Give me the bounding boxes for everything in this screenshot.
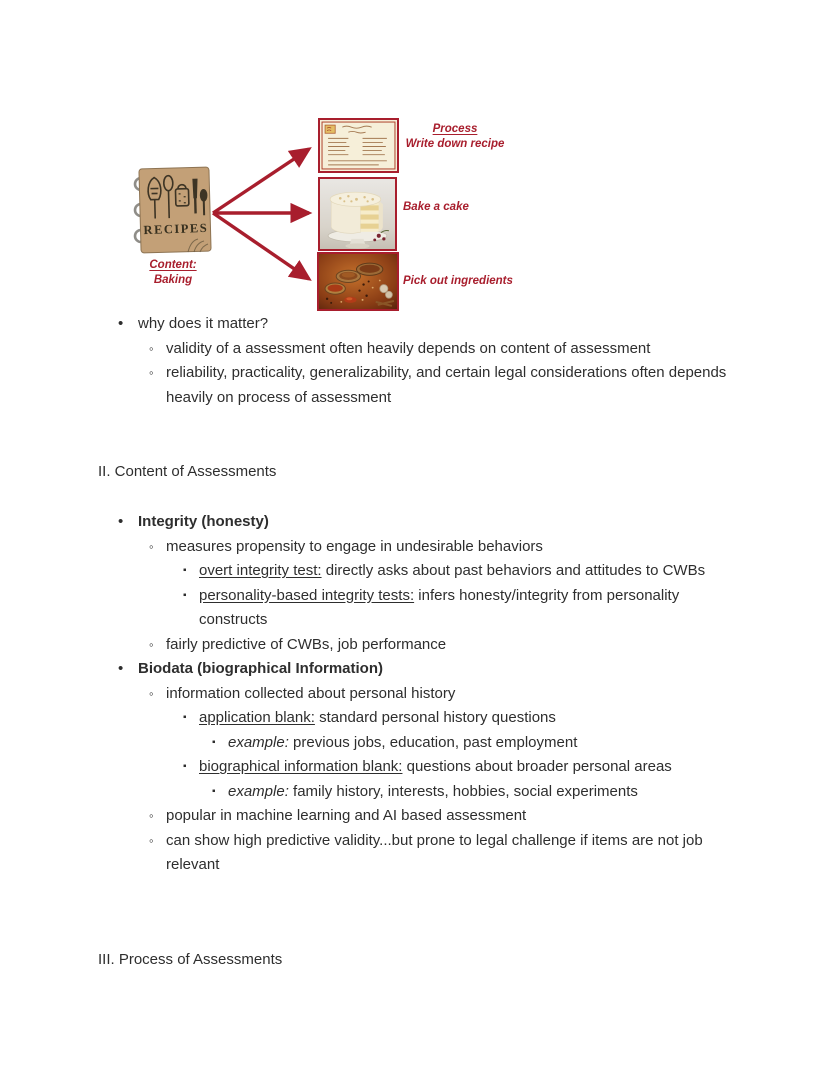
term-definition: previous jobs, education, past employment bbox=[288, 733, 578, 751]
recipe-book-image bbox=[128, 164, 216, 256]
list-item-text: measures propensity to engage in undesirable behaviors bbox=[166, 537, 543, 555]
bullet-square-icon bbox=[183, 755, 187, 780]
list-item bbox=[0, 731, 828, 756]
bullet-circle-icon bbox=[149, 682, 154, 707]
list-item-text bbox=[228, 780, 740, 805]
list-item bbox=[0, 780, 828, 805]
content-label-sub: Baking bbox=[153, 273, 193, 286]
section-3-heading: III. Process of Assessments bbox=[98, 951, 283, 968]
bullet-circle-icon bbox=[149, 535, 154, 560]
term-italic: example: bbox=[228, 733, 289, 751]
list-item-text: information collected about personal history bbox=[166, 684, 456, 702]
bullet-disc-icon bbox=[118, 510, 123, 535]
list-item-text bbox=[199, 559, 740, 584]
why-it-matters-block bbox=[0, 312, 828, 410]
content-process-diagram bbox=[0, 0, 828, 315]
list-item-text: can show high predictive validity...but prone to legal challenge if items are not job relevant bbox=[166, 831, 703, 873]
process-label-sub: Write down recipe bbox=[405, 138, 505, 150]
list-item bbox=[0, 559, 828, 584]
list-item bbox=[0, 510, 828, 535]
process-label-title: Process bbox=[432, 123, 478, 135]
recipe-book-cover-text: RECIPES bbox=[143, 220, 209, 238]
term-underlined: biographical information blank: bbox=[199, 758, 403, 775]
bullet-square-icon bbox=[183, 559, 187, 584]
arrow-to-ingredients bbox=[213, 213, 309, 279]
list-item bbox=[0, 706, 828, 731]
list-item bbox=[0, 535, 828, 560]
list-item bbox=[0, 682, 828, 707]
list-item-text bbox=[199, 584, 719, 633]
content-label-title: Content: bbox=[149, 259, 197, 271]
term-definition: infers honesty/integrity from personality constructs bbox=[199, 586, 680, 628]
list-item bbox=[0, 804, 828, 829]
bullet-square-icon bbox=[212, 731, 216, 756]
list-item bbox=[0, 361, 828, 410]
list-item-text: Biodata (biographical Information) bbox=[138, 660, 384, 677]
bullet-square-icon bbox=[183, 584, 187, 609]
list-item bbox=[0, 337, 828, 362]
list-item-text: reliability, practicality, generalizability, and certain legal considerations often depends heavily on process of assessment bbox=[166, 364, 727, 406]
section-2-list bbox=[0, 510, 828, 878]
term-definition: questions about broader personal areas bbox=[402, 758, 672, 775]
list-item-text bbox=[199, 706, 740, 731]
ingredients-image bbox=[317, 252, 399, 311]
term-underlined: personality-based integrity tests: bbox=[199, 586, 415, 604]
list-item-text bbox=[228, 731, 740, 756]
bullet-circle-icon bbox=[149, 361, 154, 386]
term-underlined: application blank: bbox=[199, 709, 315, 726]
bullet-circle-icon bbox=[149, 633, 154, 658]
list-item-text: validity of a assessment often heavily depends on content of assessment bbox=[166, 339, 651, 357]
term-italic: example: bbox=[228, 782, 289, 800]
bullet-disc-icon bbox=[118, 657, 123, 682]
term-definition: standard personal history questions bbox=[314, 709, 556, 726]
bullet-square-icon bbox=[212, 780, 216, 805]
bullet-circle-icon bbox=[149, 804, 154, 829]
bullet-disc-icon bbox=[118, 312, 123, 337]
cake-image bbox=[318, 177, 397, 251]
list-item-text: why does it matter? bbox=[138, 315, 269, 332]
arrow-to-recipe-card bbox=[213, 149, 309, 213]
list-item bbox=[0, 657, 828, 682]
bake-a-cake-label: Bake a cake bbox=[403, 201, 469, 213]
list-item-text: popular in machine learning and AI based assessment bbox=[166, 807, 527, 824]
term-definition: family history, interests, hobbies, social experiments bbox=[288, 782, 638, 800]
process-label bbox=[398, 122, 512, 152]
recipe-card-image bbox=[318, 118, 399, 173]
list-item bbox=[0, 584, 828, 633]
list-item bbox=[0, 312, 828, 337]
list-item-text: fairly predictive of CWBs, job performance bbox=[166, 635, 447, 653]
bullet-circle-icon bbox=[149, 337, 154, 362]
pick-ingredients-label: Pick out ingredients bbox=[403, 275, 513, 287]
content-baking-label bbox=[128, 258, 218, 287]
list-item bbox=[0, 755, 828, 780]
list-item-text bbox=[199, 755, 740, 780]
term-underlined: overt integrity test: bbox=[199, 562, 322, 579]
list-item bbox=[0, 829, 828, 878]
bullet-circle-icon bbox=[149, 829, 154, 854]
bullet-square-icon bbox=[183, 706, 187, 731]
term-definition: directly asks about past behaviors and attitudes to CWBs bbox=[321, 562, 706, 579]
section-2-heading: II. Content of Assessments bbox=[98, 463, 277, 480]
list-item-text: Integrity (honesty) bbox=[138, 513, 269, 530]
list-item bbox=[0, 633, 828, 658]
diagram-arrows bbox=[0, 0, 828, 315]
